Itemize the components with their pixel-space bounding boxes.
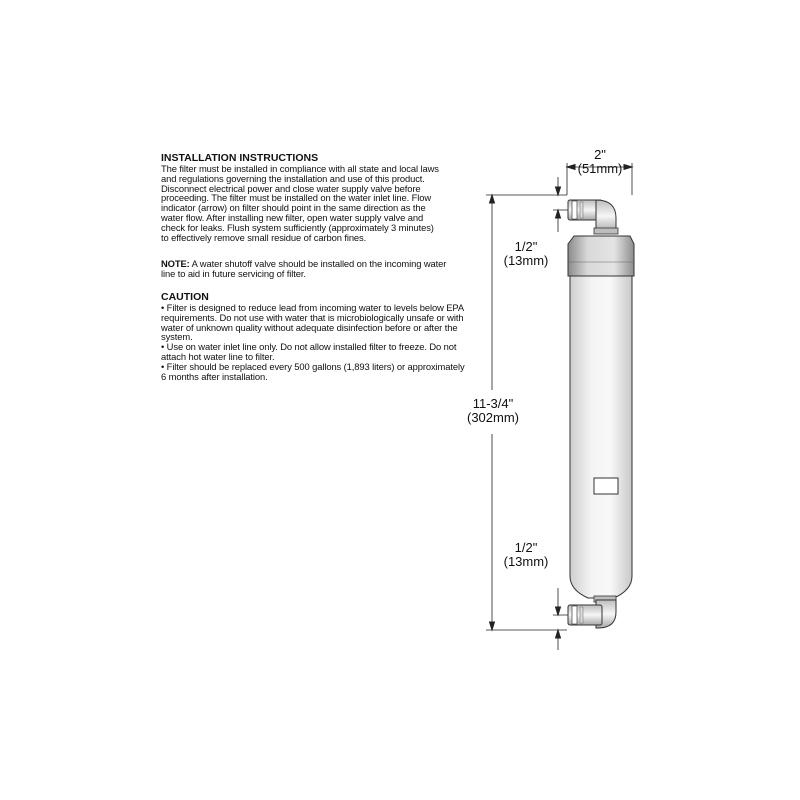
filter-cap <box>568 236 634 276</box>
arrow-down-icon <box>556 187 561 195</box>
arrow-down-icon <box>556 607 561 615</box>
bottom-offset-label <box>498 541 554 569</box>
caution-line: attach hot water line to filter. <box>161 350 275 362</box>
caution-line: 6 months after installation. <box>161 370 268 382</box>
caution-line: • Filter should be replaced every 500 gallons (1,893 liters) or approximately <box>161 360 465 372</box>
instructions-line: check for leaks. Flush system sufficiently (approximately 3 minutes) <box>161 221 434 233</box>
arrow-down-icon <box>490 622 495 630</box>
width-metric: (51mm) <box>577 161 623 176</box>
length-metric: (302mm) <box>466 410 519 425</box>
width-label <box>570 148 630 176</box>
filter-body <box>570 276 632 598</box>
caution-line: system. <box>161 331 193 343</box>
caution-title: CAUTION <box>161 291 209 303</box>
arrow-up-icon <box>556 630 561 638</box>
caution-line: • Use on water inlet line only. Do not allow installed filter to freeze. Do not <box>161 341 457 353</box>
instructions-line: indicator (arrow) on filter should point in the same direction as the <box>161 202 426 214</box>
instructions-line: Disconnect electrical power and close water supply valve before <box>161 182 421 194</box>
arrow-up-icon <box>556 210 561 218</box>
note-text: line to aid in future servicing of filter. <box>161 267 306 279</box>
instructions-line: proceeding. The filter must be installed on the water inlet line. Flow <box>161 192 432 204</box>
arrow-up-icon <box>490 195 495 203</box>
instructions-line: The filter must be installed in compliance with all state and local laws <box>161 163 439 174</box>
length-imperial: 11-3/4" <box>472 396 514 411</box>
bottom-offset-imperial: 1/2" <box>514 540 538 555</box>
flow-label <box>594 478 618 494</box>
bottom-elbow-fitting <box>568 596 616 628</box>
length-label <box>458 397 528 425</box>
note-label: NOTE: <box>161 258 190 269</box>
instructions-line: to effectively remove small residue of carbon fines. <box>161 231 367 243</box>
bottom-offset-metric: (13mm) <box>503 554 549 569</box>
instructions-line: water flow. After installing new filter, open water supply valve and <box>161 211 424 223</box>
note-text: A water shutoff valve should be installed on the incoming water <box>189 258 447 269</box>
top-offset-metric: (13mm) <box>503 253 549 268</box>
top-offset-label <box>498 240 554 268</box>
caution-line: requirements. Do not use with water that is microbiologically unsafe or with <box>161 311 464 323</box>
top-offset-imperial: 1/2" <box>514 239 538 254</box>
instructions-title: INSTALLATION INSTRUCTIONS <box>161 152 319 164</box>
top-elbow-fitting <box>568 200 618 234</box>
caution-line: water of unknown quality without adequate disinfection before or after the <box>161 321 458 333</box>
caution-line: • Filter is designed to reduce lead from incoming water to levels below EPA <box>161 302 465 313</box>
width-imperial: 2" <box>594 147 606 162</box>
instructions-line: and regulations governing the installation and use of this product. <box>161 172 425 184</box>
